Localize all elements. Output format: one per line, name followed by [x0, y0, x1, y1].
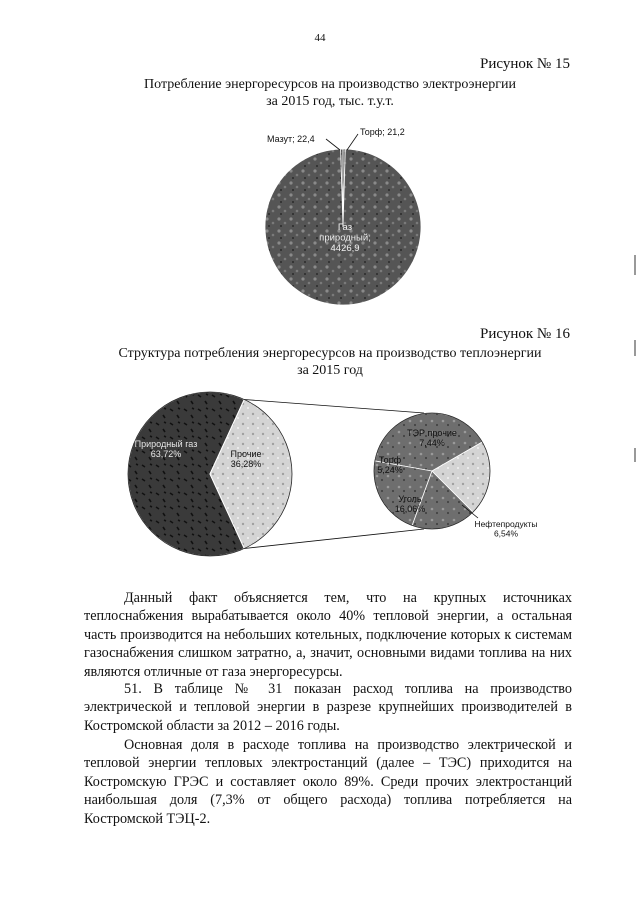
paragraph-2: 51. В таблице № 31 показан расход топлива на производство электрической и тепловой энергии в разрезе крупнейших производителей в Костромской области за 2012 – 2016 годы.: [84, 681, 572, 734]
paragraph-1: Данный факт объясняется тем, что на крупных источниках теплоснабжения вырабатывается около 40% тепловой энергии, а остальная часть производится на небольших котельных, подключение которых к системам газоснабжения слишком затратно, а, значит, основными видами топлива на них являются отличные от газа энергоресурсы.: [84, 590, 572, 680]
scan-edge-mark: [634, 448, 636, 462]
connector-line: [244, 529, 424, 549]
figure-15-title-line2: за 2015 год, тыс. т.у.т.: [266, 94, 394, 109]
figure-16-label: Рисунок № 16: [480, 326, 570, 342]
figure-16-title-line1: Структура потребления энергоресурсов на производство теплоэнергии: [118, 346, 542, 361]
slice-label: Газ природный; 4426,9: [319, 222, 371, 254]
figure-16-title: [80, 345, 580, 379]
connector-line: [244, 399, 424, 413]
figure-16-title-line2: за 2015 год: [297, 363, 363, 378]
slice-label: Мазут; 22,4: [267, 134, 315, 144]
slice-label: Торф; 21,2: [360, 127, 405, 137]
breakdown-label: Уголь 16,06%: [394, 494, 426, 514]
leader-line: [347, 134, 358, 150]
figure-15-label: Рисунок № 15: [480, 56, 570, 72]
breakdown-label: Нефтепродукты 6,54%: [474, 519, 538, 539]
slice-label: Природный газ 63,72%: [134, 439, 198, 459]
heat-pie-chart: [128, 392, 538, 556]
paragraph-3: Основная доля в расходе топлива на производство электрической и тепловой энергии тепловых электростанций (далее – ТЭС) приходится на Костромскую ГРЭС и составляет около 89%. Среди прочих электростанций наибольшая доля (7,3% от общего расхода) топлива потребляется на Костромской ТЭЦ-2.: [84, 737, 572, 827]
leader-line: [326, 139, 340, 150]
electricity-pie-chart: [265, 127, 421, 305]
breakdown-label: ТЭР прочие 7,44%: [407, 428, 457, 448]
page-number: 44: [314, 32, 326, 44]
scan-edge-mark: [634, 340, 636, 356]
breakdown-label: Торф 5,24%: [377, 455, 403, 475]
scan-edge-mark: [634, 255, 636, 275]
slice-label: Прочие 36,28%: [230, 449, 262, 469]
figure-15-title-line1: Потребление энергоресурсов на производство электроэнергии: [144, 77, 516, 92]
